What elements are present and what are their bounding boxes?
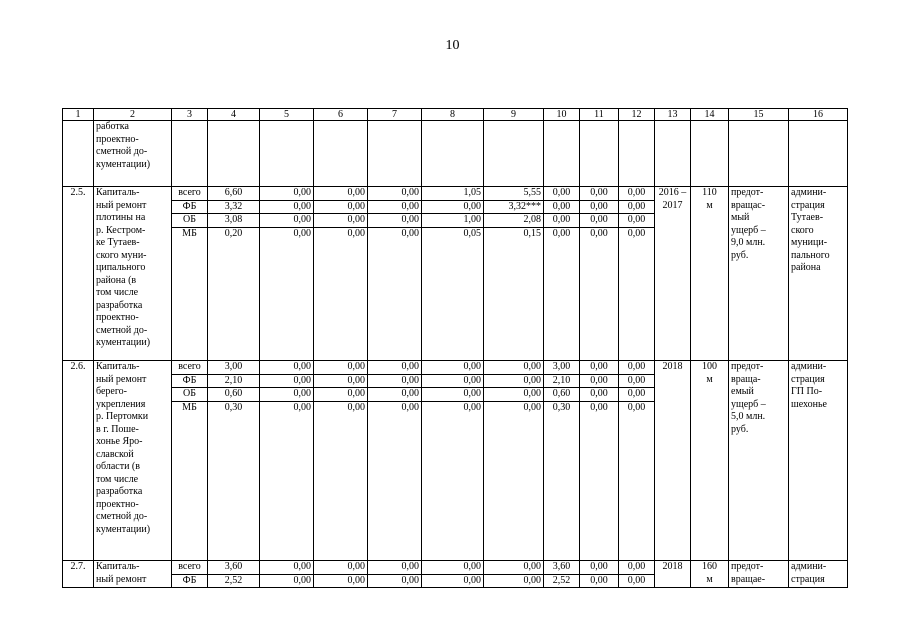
amount-value: 0,00 (422, 388, 483, 402)
amount-value: 0,00 (619, 361, 654, 375)
amount-cell (422, 561, 484, 588)
amount-cell (619, 187, 655, 361)
amount-cell (260, 187, 314, 361)
amount-value: 0,00 (580, 201, 618, 215)
amount-cell (208, 561, 260, 588)
amount-cell (580, 361, 619, 561)
amount-value: 0,00 (590, 401, 608, 413)
amount-value: 0,00 (368, 561, 421, 575)
executor-cell: админи- страция Тутаев- ского муници- пального района (789, 187, 848, 361)
amount-value: 0,00 (368, 187, 421, 201)
measure-name-cell: Капиталь- ный ремонт плотины на р. Кестром- ке Тутаев- ского муни- ципального района (в том числе разработка проектно- сметной до- кументации) (94, 187, 172, 361)
empty-cell (580, 121, 619, 187)
empty-cell (208, 121, 260, 187)
column-number-cell: 16 (789, 109, 848, 121)
column-number-cell: 14 (691, 109, 729, 121)
funding-source-cell (172, 561, 208, 588)
funding-source-label: ФБ (172, 375, 207, 389)
amount-value: 0,00 (484, 361, 543, 375)
amount-value: 0,00 (260, 361, 313, 375)
amount-cell (208, 361, 260, 561)
amount-value: 0,00 (544, 187, 579, 201)
amount-cell (484, 561, 544, 588)
budget-table (62, 108, 848, 588)
funding-source-label: всего (172, 361, 207, 375)
amount-value: 0,30 (224, 401, 243, 413)
amount-value: 0,00 (368, 214, 421, 228)
column-number-cell: 13 (655, 109, 691, 121)
amount-value: 3,32*** (484, 201, 543, 215)
amount-value: 0,00 (463, 401, 481, 413)
amount-value: 0,00 (627, 227, 646, 239)
amount-value: 0,00 (619, 388, 654, 402)
amount-value: 1,00 (422, 214, 483, 228)
amount-value: 0,00 (619, 561, 654, 575)
page-number: 10 (445, 38, 460, 53)
amount-value: 0,30 (552, 401, 571, 413)
empty-cell (314, 121, 368, 187)
amount-cell (484, 187, 544, 361)
column-number-cell: 9 (484, 109, 544, 121)
column-number-cell: 11 (580, 109, 619, 121)
amount-value: 0,00 (580, 187, 618, 201)
amount-value: 0,00 (580, 561, 618, 575)
empty-cell (422, 121, 484, 187)
executor-cell: админи- страция ГП По- шехонье (789, 361, 848, 561)
amount-value: 0,00 (293, 227, 311, 239)
amount-value: 0,00 (260, 214, 313, 228)
amount-value: 0,00 (590, 227, 608, 239)
amount-value: 0,20 (224, 227, 243, 239)
empty-cell (484, 121, 544, 187)
amount-cell (260, 561, 314, 588)
column-number-cell: 15 (729, 109, 789, 121)
continuation-row (63, 121, 848, 187)
measure-row (63, 187, 848, 361)
amount-value: 0,00 (314, 361, 367, 375)
length-cell: 160 м (691, 561, 729, 588)
amount-cell (422, 361, 484, 561)
amount-value: 6,60 (208, 187, 259, 201)
funding-source-label: всего (172, 561, 207, 575)
amount-value: 0,00 (422, 201, 483, 215)
amount-value: 0,00 (314, 187, 367, 201)
funding-source-label: МБ (182, 401, 197, 413)
amount-value: 0,00 (347, 227, 365, 239)
amount-value: 2,52 (224, 574, 243, 586)
funding-source-label: ФБ (172, 201, 207, 215)
amount-value: 3,60 (544, 561, 579, 575)
column-number-cell: 3 (172, 109, 208, 121)
amount-value: 0,00 (293, 401, 311, 413)
column-number-cell: 6 (314, 109, 368, 121)
amount-cell (544, 187, 580, 361)
amount-cell (422, 187, 484, 361)
expected-effect-cell: предот- вращас- мый ущерб – 9,0 млн. руб. (729, 187, 789, 361)
amount-value: 0,00 (422, 375, 483, 389)
amount-value: 0,00 (260, 375, 313, 389)
funding-source-label: МБ (182, 227, 197, 239)
amount-value: 0,00 (463, 574, 481, 586)
amount-value: 0,00 (484, 561, 543, 575)
amount-value: 2,52 (552, 574, 571, 586)
amount-value: 0,00 (401, 574, 419, 586)
amount-value: 0,00 (627, 574, 646, 586)
amount-value: 0,00 (314, 561, 367, 575)
amount-value: 0,00 (580, 361, 618, 375)
measure-row (63, 361, 848, 561)
amount-value: 0,00 (260, 187, 313, 201)
amount-value: 0,00 (260, 561, 313, 575)
amount-cell (314, 361, 368, 561)
amount-value: 3,32 (208, 201, 259, 215)
column-number-cell: 12 (619, 109, 655, 121)
expected-effect-cell: предот- вращае- (729, 561, 789, 588)
amount-value: 0,00 (552, 227, 571, 239)
empty-cell (260, 121, 314, 187)
length-cell: 110 м (691, 187, 729, 361)
empty-cell (172, 121, 208, 187)
amount-value: 0,00 (368, 361, 421, 375)
amount-cell (484, 361, 544, 561)
column-number-row (63, 109, 848, 121)
amount-cell (368, 561, 422, 588)
row-number-cell: 2.5. (63, 187, 94, 361)
funding-source-label: всего (172, 187, 207, 201)
empty-cell (544, 121, 580, 187)
amount-value: 0,00 (368, 375, 421, 389)
amount-cell (619, 361, 655, 561)
amount-value: 2,08 (484, 214, 543, 228)
funding-source-label: ФБ (182, 574, 197, 586)
amount-value: 0,00 (368, 201, 421, 215)
amount-value: 0,00 (619, 375, 654, 389)
measure-name-cell: работка проектно- сметной до- кументации) (94, 121, 172, 187)
measure-row (63, 561, 848, 588)
amount-value: 0,00 (619, 187, 654, 201)
amount-value: 0,00 (314, 388, 367, 402)
empty-cell (691, 121, 729, 187)
amount-value: 0,15 (523, 227, 541, 239)
period-cell: 2016 – 2017 (655, 187, 691, 361)
amount-value: 0,00 (619, 201, 654, 215)
funding-source-cell (172, 187, 208, 361)
column-number-cell: 8 (422, 109, 484, 121)
amount-cell (208, 187, 260, 361)
column-number-cell: 2 (94, 109, 172, 121)
column-number-cell: 7 (368, 109, 422, 121)
amount-value: 0,60 (208, 388, 259, 402)
executor-cell: админи- страция (789, 561, 848, 588)
amount-value: 0,00 (347, 401, 365, 413)
amount-cell (260, 361, 314, 561)
funding-source-cell (172, 361, 208, 561)
amount-value: 0,00 (590, 574, 608, 586)
amount-value: 0,00 (422, 561, 483, 575)
amount-value: 0,00 (314, 201, 367, 215)
amount-value: 0,00 (401, 227, 419, 239)
amount-value: 2,10 (544, 375, 579, 389)
amount-value: 0,00 (293, 574, 311, 586)
amount-cell (580, 561, 619, 588)
empty-cell (619, 121, 655, 187)
amount-value: 0,00 (544, 201, 579, 215)
row-number-cell: 2.6. (63, 361, 94, 561)
column-number-cell: 5 (260, 109, 314, 121)
row-number-cell: 2.7. (63, 561, 94, 588)
amount-value: 0,00 (368, 388, 421, 402)
amount-cell (544, 561, 580, 588)
empty-cell (729, 121, 789, 187)
amount-value: 0,00 (314, 375, 367, 389)
empty-cell (368, 121, 422, 187)
amount-value: 0,00 (401, 401, 419, 413)
column-number-cell: 1 (63, 109, 94, 121)
amount-value: 3,60 (208, 561, 259, 575)
amount-value: 0,00 (422, 361, 483, 375)
empty-cell (655, 121, 691, 187)
amount-value: 3,00 (544, 361, 579, 375)
amount-value: 2,10 (208, 375, 259, 389)
amount-cell (368, 187, 422, 361)
amount-value: 0,00 (580, 214, 618, 228)
amount-value: 3,08 (208, 214, 259, 228)
empty-cell (789, 121, 848, 187)
amount-value: 0,00 (523, 574, 541, 586)
length-cell: 100 м (691, 361, 729, 561)
amount-value: 0,00 (523, 401, 541, 413)
amount-value: 0,05 (463, 227, 481, 239)
amount-cell (544, 361, 580, 561)
amount-value: 0,00 (484, 375, 543, 389)
amount-cell (619, 561, 655, 588)
expected-effect-cell: предот- враща- емый ущерб – 5,0 млн. руб. (729, 361, 789, 561)
amount-cell (314, 561, 368, 588)
amount-value: 0,00 (580, 375, 618, 389)
amount-value: 0,00 (627, 401, 646, 413)
amount-value: 0,60 (544, 388, 579, 402)
period-cell: 2018 (655, 361, 691, 561)
amount-value: 0,00 (314, 214, 367, 228)
period-cell: 2018 (655, 561, 691, 588)
column-number-cell: 10 (544, 109, 580, 121)
amount-cell (314, 187, 368, 361)
amount-value: 0,00 (580, 388, 618, 402)
amount-cell (368, 361, 422, 561)
measure-name-cell: Капиталь- ный ремонт (94, 561, 172, 588)
amount-value: 0,00 (260, 201, 313, 215)
amount-value: 0,00 (260, 388, 313, 402)
amount-value: 1,05 (422, 187, 483, 201)
amount-value: 5,55 (484, 187, 543, 201)
amount-value: 3,00 (208, 361, 259, 375)
measure-name-cell: Капиталь- ный ремонт берего- укрепления р. Пертомки в г. Поше- хонье Яро- славской области (в том числе разработка проектно- сметной до- кументации) (94, 361, 172, 561)
row-number-cell (63, 121, 94, 187)
amount-cell (580, 187, 619, 361)
amount-value: 0,00 (484, 388, 543, 402)
funding-source-label: ОБ (172, 388, 207, 402)
amount-value: 0,00 (619, 214, 654, 228)
funding-source-label: ОБ (172, 214, 207, 228)
amount-value: 0,00 (544, 214, 579, 228)
column-number-cell: 4 (208, 109, 260, 121)
amount-value: 0,00 (347, 574, 365, 586)
